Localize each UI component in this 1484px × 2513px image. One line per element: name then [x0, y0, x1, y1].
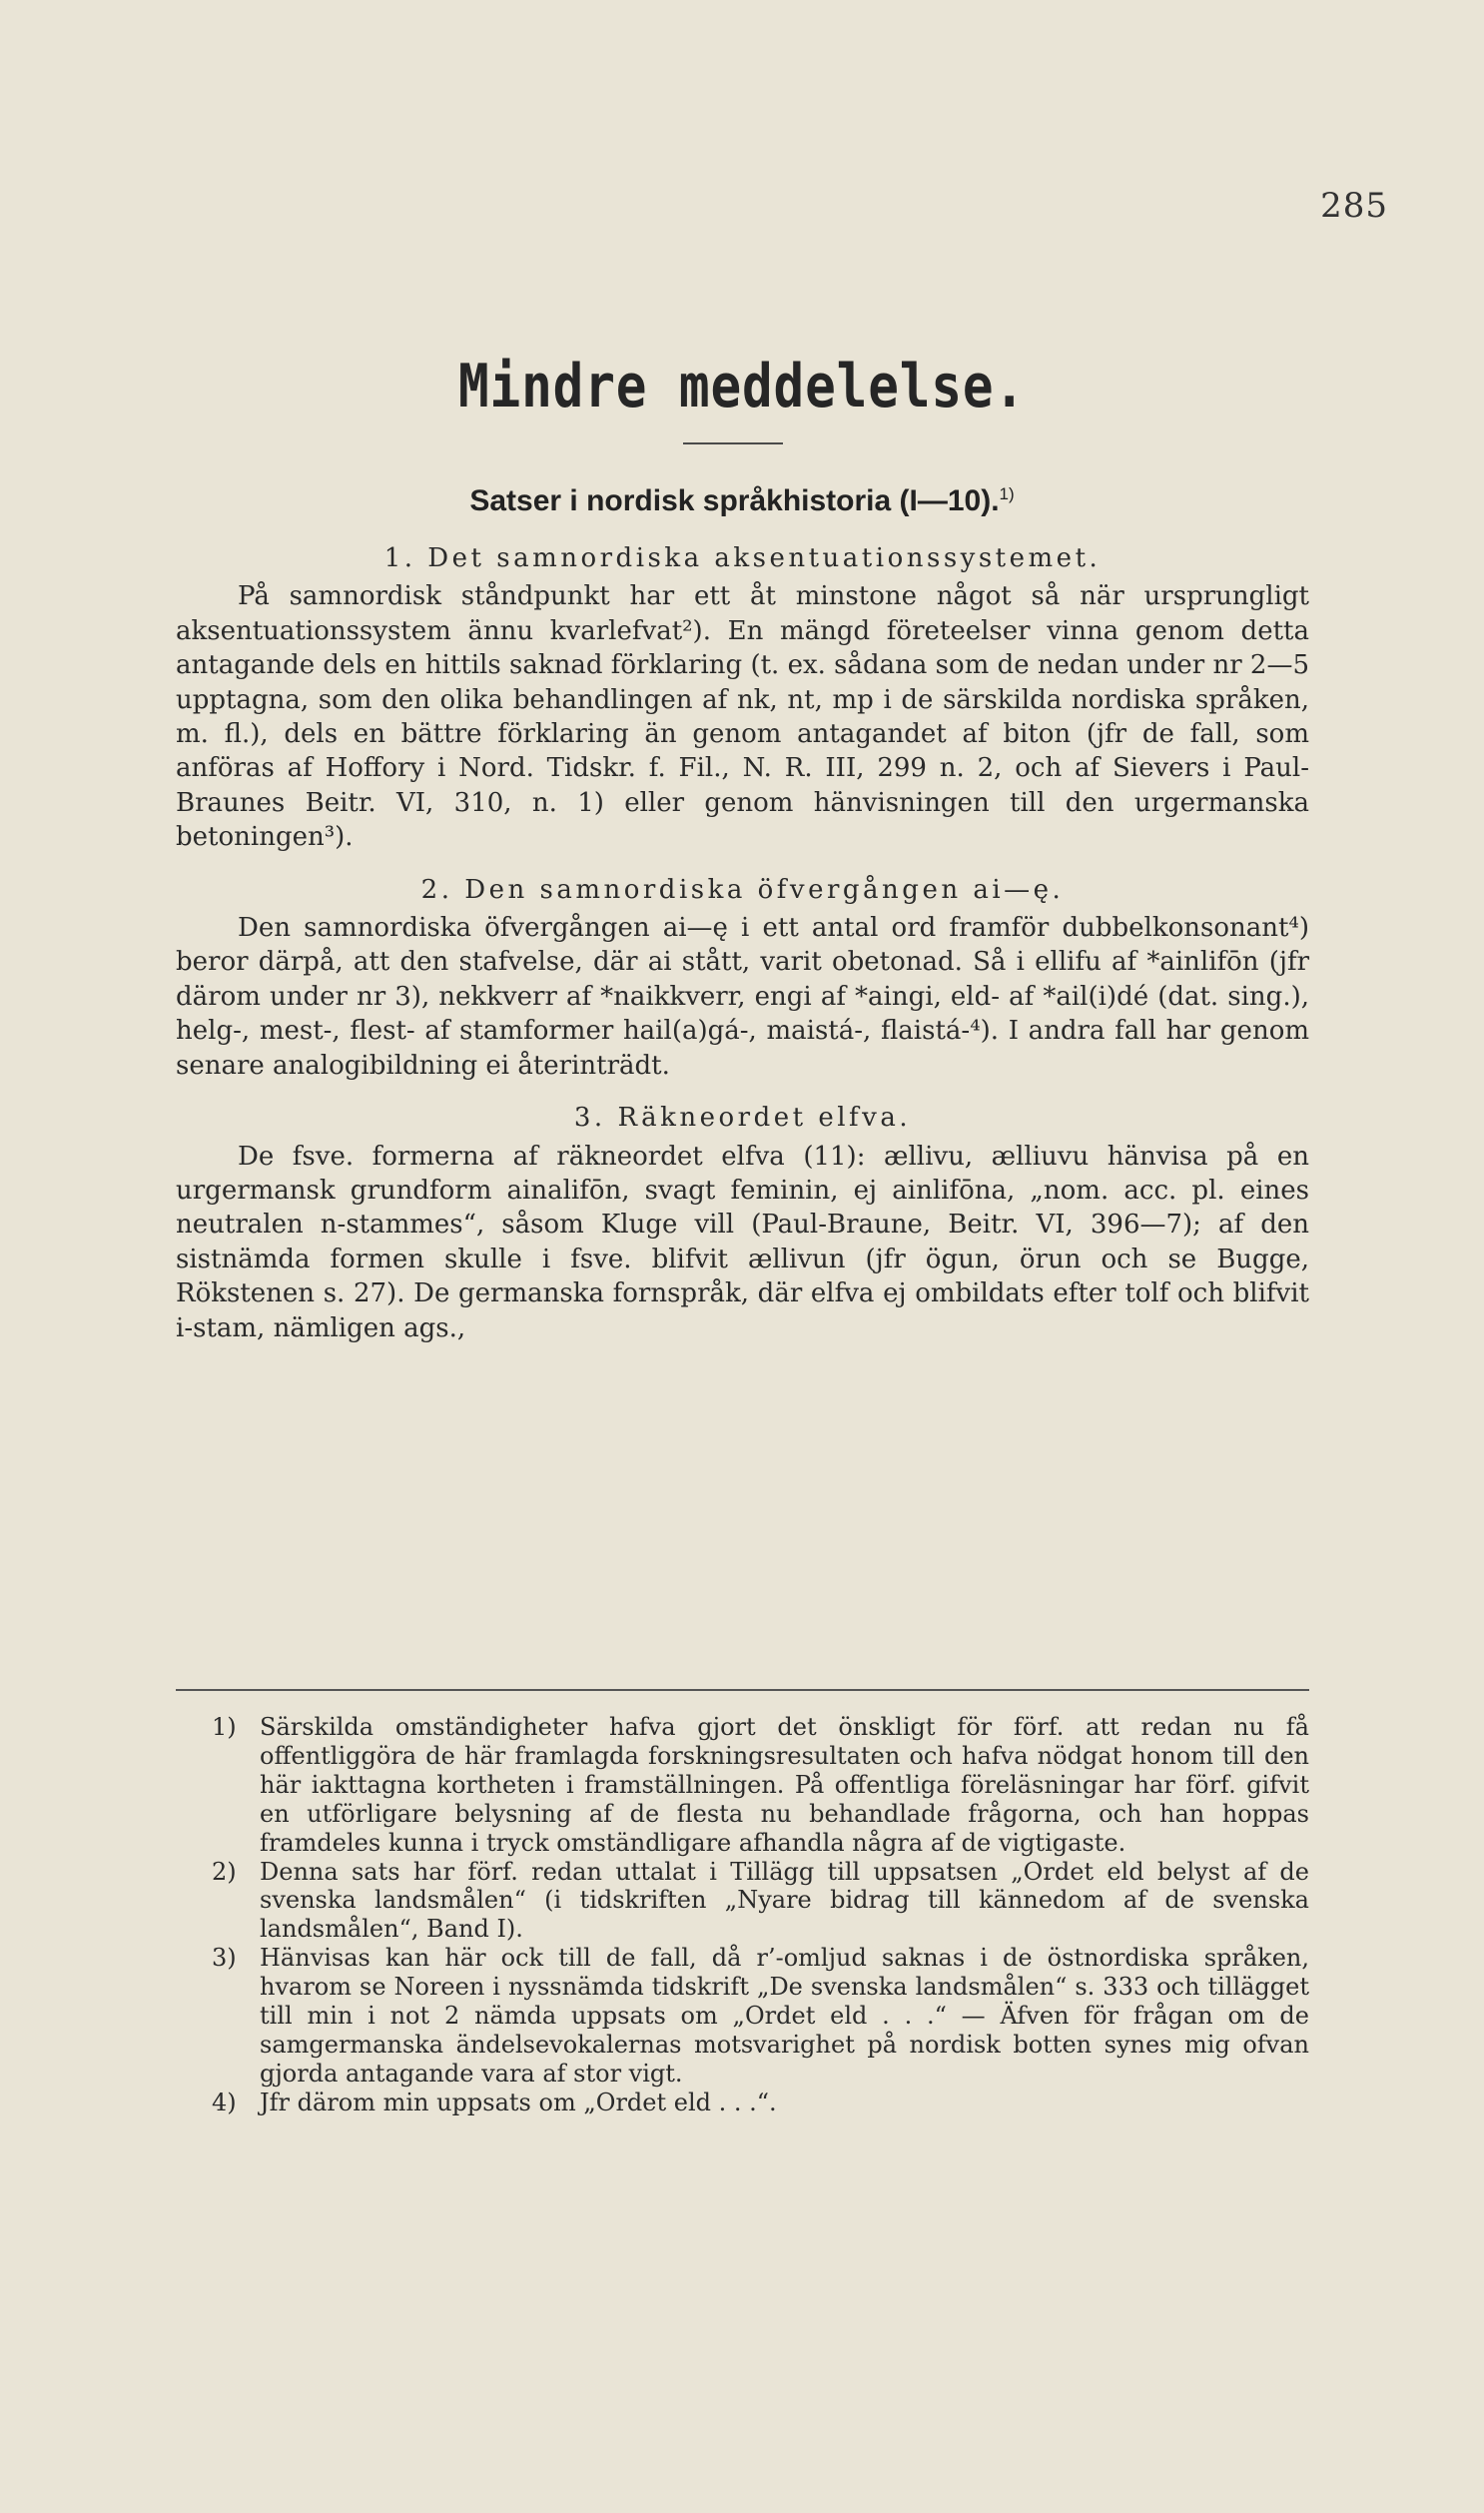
footnotes [176, 1713, 1309, 2117]
footnote-4 [176, 2089, 1309, 2117]
section-title [0, 484, 1484, 518]
paragraph-text-1: På samnordisk ståndpunkt har ett åt minstone något så när ursprungligt aksentuationssystem ännu kvarlefvat²). En mängd företeelser vinna genom detta antagande dels en hittils saknad förklaring (t. ex. sådana som de nedan under nr 2—5 upptagna, som den olika behandlingen af nk, nt, mp i de särskilda nordiska språken, m. fl.), dels en bättre förklaring än genom antagandet af biton (jfr de fall, som anföras af Hoffory i Nord. Tidskr. f. Fil., N. R. III, 299 n. 2, och af Sievers i Paul-Braunes Beitr. VI, 310, n. 1) eller genom hänvisningen till den urgermanska betoningen³). [176, 581, 1309, 853]
paragraph-text-2: Den samnordiska öfvergången ai—ę i ett antal ord framför dubbelkonsonant⁴) beror därpå, att den stafvelse, där ai stått, varit obetonad. Så i ellifu af *ainlifōn (jfr därom under nr 3), nekkverr af *naikkverr, engi af *aingi, eld- af *ail(i)dé (dat. sing.), helg-, mest-, flest- af stamformer hail(a)gá-, maistá-, flaistá-⁴). I andra fall har genom senare analogibildning ei återinträdt. [176, 913, 1309, 1081]
section-title-text: Satser i nordisk språkhistoria (I—10). [469, 484, 1000, 517]
footnote-mark: 3) [212, 1944, 237, 1973]
page-number: 285 [1320, 186, 1388, 226]
footnote-mark: 1) [212, 1713, 237, 1741]
paragraph-heading-3: 3. Räkneordet elfva. [573, 1103, 912, 1134]
body-text [176, 541, 1309, 1345]
footnote-text: Hänvisas kan här ock till de fall, då r’-omljud saknas i de östnordiska språken, hvarom se Noreen i nyssnämda tidskrift „De svenska landsmålen“ s. 333 och tillägget till min i not 2 nämda uppsats om „Ordet eld . . .“ — Äfven för frågan om de samgermanska ändelsevokalernas motsvarighet på nordisk botten synes mig ofvan gjorda antagande vara af stor vigt. [260, 1944, 1309, 2088]
paragraph-text-3: De fsve. formerna af räkneordet elfva (11): ællivu, ælliuvu hänvisa på en urgermansk grundform ainalifōn, svagt feminin, ej ainlifōna, „nom. acc. pl. eines neutralen n-stammes“, såsom Kluge vill (Paul-Braune, Beitr. VI, 396—7); af den sistnämda formen skulle i fsve. blifvit ællivun (jfr ögun, örun och se Bugge, Rökstenen s. 27). De germanska fornspråk, där elfva ej ombildats efter tolf och blifvit i-stam, nämligen ags., [176, 1141, 1309, 1343]
section-note-ref: 1) [999, 484, 1015, 503]
footnote-text: Särskilda omständigheter hafva gjort det önskligt för förf. att redan nu få offentliggöra de här framlagda forskningsresultaten och hafva nödgat honom till den här iakttagna kortheten i framställningen. På offentliga föreläsningar har förf. gifvit en utförligare belysning af de flesta nu behandlade frågorna, och han hoppas framdeles kunna i tryck omständligare afhandla några af de vigtigaste. [260, 1713, 1309, 1857]
footnote-mark: 4) [212, 2088, 237, 2116]
footnote-mark: 2) [212, 1857, 237, 1886]
title-rule [683, 442, 783, 444]
footnote-1 [176, 1713, 1309, 1858]
main-title: Mindre meddelelse. [458, 352, 1026, 421]
footnote-3 [176, 1944, 1309, 2089]
footnote-text: Jfr därom min uppsats om „Ordet eld . . .“. [260, 2088, 777, 2116]
footnote-2 [176, 1858, 1309, 1945]
footnote-divider [176, 1689, 1309, 1691]
paragraph-heading-2: 2. Den samnordiska öfvergången ai—ę. [420, 874, 1065, 905]
footnote-text: Denna sats har förf. redan uttalat i Tillägg till uppsatsen „Ordet eld belyst af de svenska landsmålen“ (i tidskriften „Nyare bidrag till kännedom af de svenska landsmålen“, Band I). [260, 1857, 1309, 1944]
paragraph-heading-1: 1. Det samnordiska aksentuationssystemet. [383, 543, 1102, 573]
